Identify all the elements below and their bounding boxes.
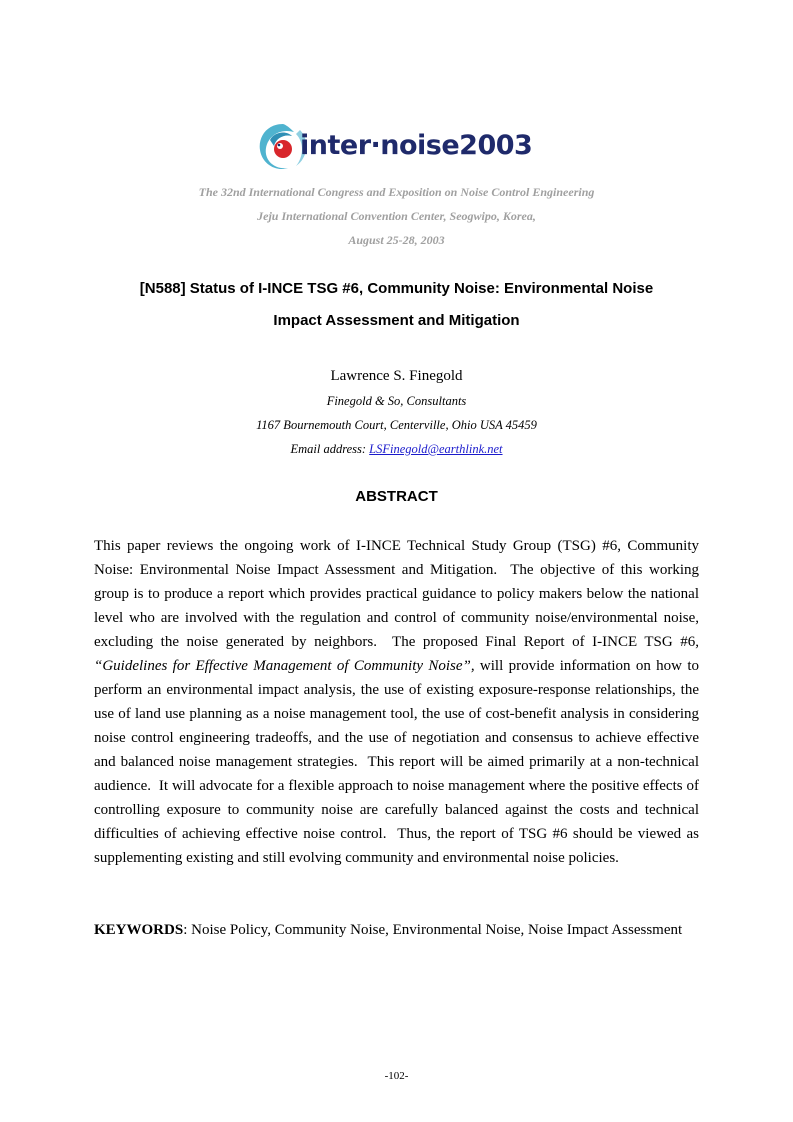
logo-text: inter·noise2003: [300, 130, 533, 161]
page-number: -102-: [384, 1070, 409, 1082]
author-email-line: [0, 442, 793, 457]
paper-title-line2: Impact Assessment and Mitigation: [273, 312, 520, 329]
author-affiliation: Finegold & So, Consultants: [326, 394, 467, 408]
keywords: [94, 918, 699, 942]
abstract-text-part2: will provide information on how to perform an environmental impact analysis, the use of existing exposure-response relationships, the use of land use planning as a noise management tool, the use of cost-benefit analysis in considering noise control engineering tradeoffs, and the use of negotiation and consensus to achieve effective and balanced noise management strategies. This report will be aimed primarily at a non-technical audience. It will advocate for a flexible approach to noise management where the positive effects of controlling exposure to community noise are carefully balanced against the costs and technical difficulties of achieving effective noise control. Thus, the report of TSG #6 should be viewed as supplementing existing and still evolving community and environmental noise policies.: [94, 658, 699, 866]
abstract-report-title: “Guidelines for Effective Management of Community Noise”,: [94, 658, 475, 674]
author-name: Lawrence S. Finegold: [330, 368, 463, 384]
abstract-body: [94, 534, 699, 870]
conference-logo: [256, 120, 546, 176]
congress-venue: Jeju International Convention Center, Seogwipo, Korea,: [257, 209, 536, 223]
paper-title-line1: [N588] Status of I-INCE TSG #6, Community Noise: Environmental Noise: [139, 280, 654, 297]
keywords-label: KEYWORDS: [94, 922, 184, 938]
abstract-heading: ABSTRACT: [355, 488, 438, 505]
abstract-text-part1: This paper reviews the ongoing work of I-INCE Technical Study Group (TSG) #6, Community Noise: Environmental Noise Impact Assessment and Mitigation. The objective of this working group is to produce a report which provides practical guidance to policy makers below the national level who are involved with the regulation and control of community noise/environmental noise, excluding the noise generated by neighbors. The proposed Final Report of I-INCE TSG #6,: [94, 538, 699, 650]
keywords-text: : Noise Policy, Community Noise, Environmental Noise, Noise Impact Assessment: [183, 922, 683, 938]
congress-dates: August 25-28, 2003: [348, 233, 445, 247]
email-link[interactable]: LSFinegold@earthlink.net: [369, 442, 503, 456]
congress-name: The 32nd International Congress and Exposition on Noise Control Engineering: [198, 185, 595, 199]
email-label: Email address:: [290, 442, 370, 456]
author-address: 1167 Bournemouth Court, Centerville, Ohio USA 45459: [256, 418, 537, 432]
